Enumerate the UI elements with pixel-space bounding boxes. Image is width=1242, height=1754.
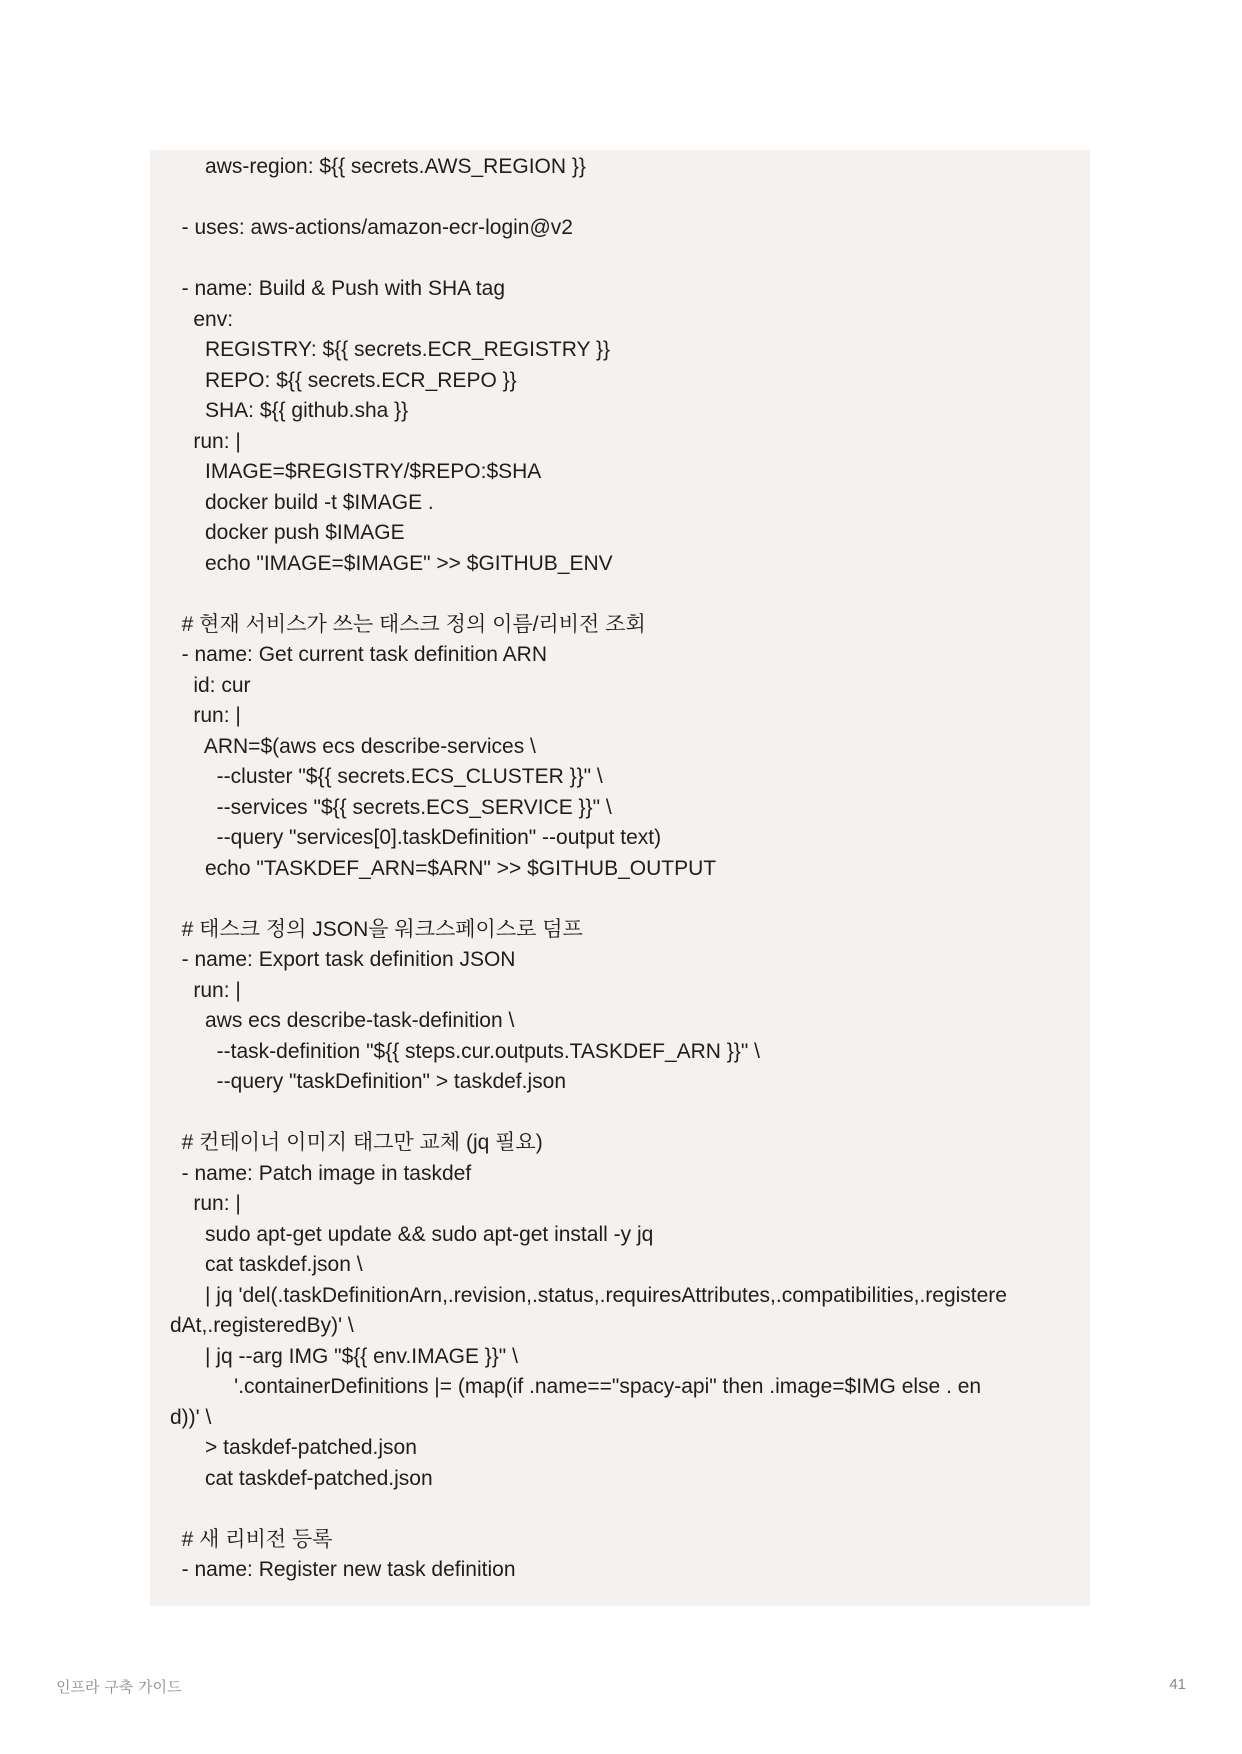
code-line: - uses: aws-actions/amazon-ecr-login@v2 <box>170 216 573 239</box>
code-line: echo "IMAGE=$IMAGE" >> $GITHUB_ENV <box>170 551 613 575</box>
code-line: run: | <box>170 978 241 1002</box>
code-line: run: | <box>170 1192 241 1215</box>
code-line: sudo apt-get update && sudo apt-get install -y jq <box>170 1222 654 1246</box>
footer-title: 인프라 구축 가이드 <box>56 1678 182 1696</box>
code-line: | jq --arg IMG "${{ env.IMAGE }}" \ <box>170 1344 518 1368</box>
code-line: --query "services[0].taskDefinition" --output text) <box>170 826 662 849</box>
code-line: --cluster "${{ secrets.ECS_CLUSTER }}" \ <box>170 765 603 788</box>
code-line: ARN=$(aws ecs describe-services \ <box>170 734 536 758</box>
code-line: echo "TASKDEF_ARN=$ARN" >> $GITHUB_OUTPUT <box>170 856 717 880</box>
code-line: --services "${{ secrets.ECS_SERVICE }}" \ <box>170 795 612 819</box>
code-line: - name: Export task definition JSON <box>170 948 516 971</box>
code-line: aws ecs describe-task-definition \ <box>170 1009 515 1032</box>
page-number: 41 <box>1169 1676 1186 1693</box>
code-line: SHA: ${{ github.sha }} <box>170 399 409 422</box>
code-line: --query "taskDefinition" > taskdef.json <box>170 1070 566 1093</box>
code-line: --task-definition "${{ steps.cur.outputs.TASKDEF_ARN }}" \ <box>170 1039 760 1063</box>
code-line: run: | <box>170 704 241 727</box>
code-line: '.containerDefinitions |= (map(if .name=="spacy-api" then .image=$IMG else . en <box>170 1375 982 1398</box>
code-line: dAt,.registeredBy)' \ <box>170 1314 354 1337</box>
code-line: IMAGE=$REGISTRY/$REPO:$SHA <box>170 460 542 483</box>
code-line: aws-region: ${{ secrets.AWS_REGION }} <box>170 155 586 178</box>
code-line: # 새 리비전 등록 <box>170 1527 333 1551</box>
code-line: REPO: ${{ secrets.ECR_REPO }} <box>170 368 517 392</box>
code-block <box>150 150 1090 1606</box>
code-line: docker push $IMAGE <box>170 521 405 544</box>
code-line: # 현재 서비스가 쓰는 태스크 정의 이름/리비전 조회 <box>170 612 646 636</box>
code-line: # 컨테이너 이미지 태그만 교체 (jq 필요) <box>170 1131 543 1154</box>
code-line: env: <box>170 307 234 331</box>
code-line: id: cur <box>170 673 251 697</box>
code-line: cat taskdef.json \ <box>170 1253 363 1276</box>
code-line: - name: Build & Push with SHA tag <box>170 277 505 300</box>
code-line: - name: Get current task definition ARN <box>170 643 547 666</box>
code-line: > taskdef-patched.json <box>170 1436 417 1459</box>
code-line: docker build -t $IMAGE . <box>170 490 434 514</box>
code-line: # 태스크 정의 JSON을 워크스페이스로 덤프 <box>170 917 583 941</box>
code-line: cat taskdef-patched.json <box>170 1466 433 1490</box>
code-line: run: | <box>170 429 241 453</box>
code-line: - name: Patch image in taskdef <box>170 1161 472 1185</box>
code-line: REGISTRY: ${{ secrets.ECR_REGISTRY }} <box>170 338 611 361</box>
code-line: | jq 'del(.taskDefinitionArn,.revision,.status,.requiresAttributes,.compatibilities,.registere <box>170 1283 1007 1307</box>
code-line: d))' \ <box>170 1405 212 1429</box>
code-line: - name: Register new task definition <box>170 1558 516 1581</box>
